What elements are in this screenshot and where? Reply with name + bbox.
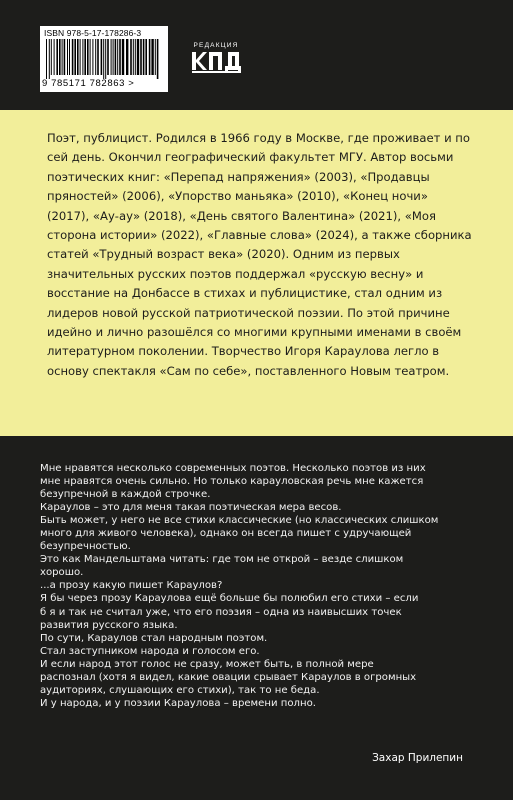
review-line: безупречностью. (40, 541, 131, 553)
author-bio-panel (0, 110, 513, 436)
review-line: безупречной в каждой строчке. (40, 489, 211, 501)
review-line: Я бы через прозу Караулова ещё больше бы полюбил его стихи – если (40, 593, 419, 605)
review-line: И если народ этот голос не сразу, может быть, в полной мере (40, 658, 374, 670)
review-line: б я и так не считал уже, что его поэзия – одна из наивысших точек (40, 606, 402, 618)
review-line: По сути, Караулов стал народным поэтом. (40, 632, 268, 644)
review-line: хорошо. (40, 567, 84, 579)
barcode-digits: 9 785171 782863 > (42, 78, 135, 89)
publisher-logo (190, 42, 242, 74)
review-line: И у народа, и у поэзии Караулова – времени полно. (40, 697, 316, 709)
review-line: Мне нравятся несколько современных поэтов. Несколько поэтов из них (40, 463, 426, 474)
review-line: Стал заступником народа и голосом его. (40, 645, 260, 657)
review-section (0, 436, 513, 800)
top-strip (0, 0, 513, 110)
review-line: распознал (хотя я видел, какие овации срывает Караулов в огромных (40, 671, 417, 683)
author-bio-text: Поэт, публицист. Родился в 1966 году в Москве, где проживает и по сей день. Окончил географический факультет МГУ. Автор восьми поэтических книг: «Перепад напряжения» (2003), «Продавцы пряностей» (2006), «Упорство маньяка» (2010), «Конец ночи» (2017), «Ау-ау» (2018), «День святого Валентина» (2021), «Моя сторона истории» (2022), «Главные слова» (2024), а также сборника статей «Трудный возраст века» (2020). Одним из первых значительных русских поэтов поддержал «русскую весну» и восстание на Донбассе в стихах и публицистике, стал одним из лидеров новой русской патриотической поэзии. По этой причине идейно и лично разошёлся со многими крупными именами в своём литературном поколении. Творчество Игоря Караулова легло в основу спектакля «Сам по себе», поставленного Новым театром. (47, 131, 472, 378)
review-line: Караулов – это для меня такая поэтическая мера весов. (40, 502, 342, 514)
isbn-label: ISBN 978-5-17-178286-3 (44, 28, 142, 38)
review-line: аудиториях, слушающих его стихи), так то не беда. (40, 684, 320, 696)
review-quote (40, 462, 480, 710)
barcode-image (44, 39, 164, 79)
review-line: мне нравятся очень сильно. Но только карауловская речь мне кажется (40, 476, 424, 488)
review-line: Это как Мандельштама читать: где том не открой – везде слишком (40, 554, 404, 566)
kpd-logo-icon (190, 50, 242, 74)
review-line: много для живого человека), однако он всегда пишет с удручающей (40, 528, 412, 540)
barcode-block (40, 26, 168, 92)
review-line: ...а прозу какую пишет Караулов? (40, 580, 223, 592)
review-author: Захар Прилепин (372, 752, 463, 764)
review-line: Быть может, у него не все стихи классические (но классических слишком (40, 515, 439, 527)
publisher-label: РЕДАКЦИЯ (193, 42, 239, 49)
review-line: развития русского языка. (40, 619, 178, 631)
